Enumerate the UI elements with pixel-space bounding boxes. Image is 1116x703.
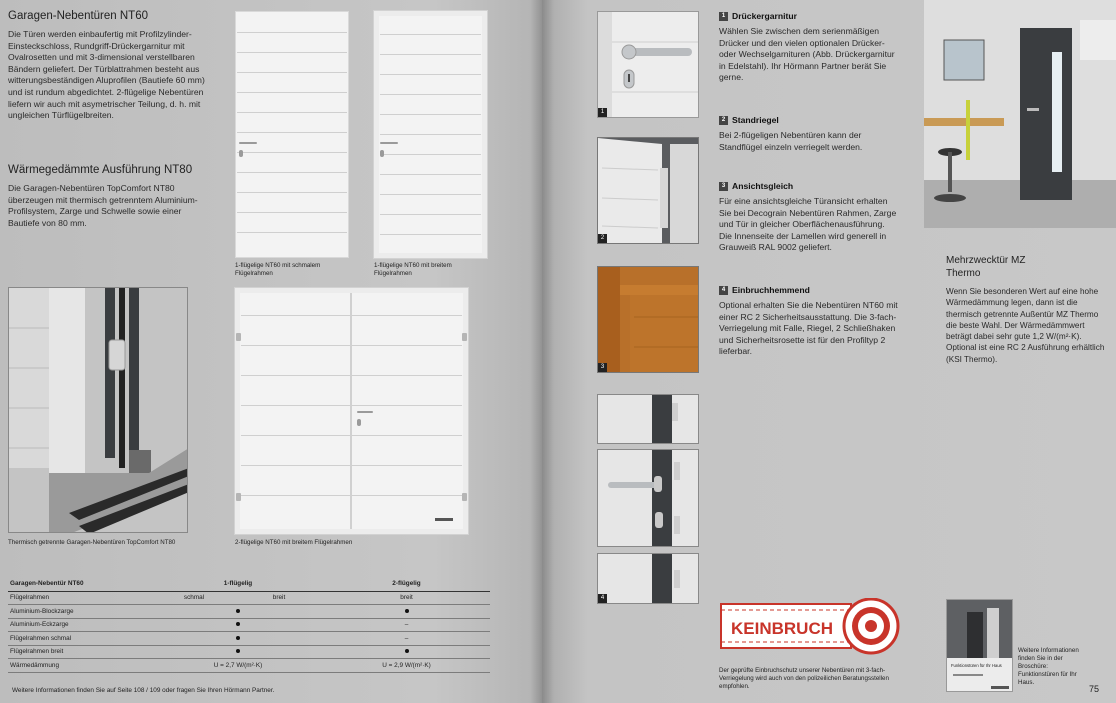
table-cell — [323, 605, 490, 619]
table-row — [8, 605, 490, 619]
feature-number: 3 — [719, 182, 728, 191]
feature-title-label: Standriegel — [732, 115, 779, 125]
table-row — [8, 645, 490, 659]
feature-text: Für eine ansichtsgleiche Türansicht erhalten Sie bei Decograin Nebentüren Rahmen, Zarge und Tür in gleicher Oberflächenausführung. Die Innenseite der Lamellen wird generell in Grauweiß RAL 9002 geliefert. — [719, 196, 897, 253]
door-image-wide-frame — [374, 11, 487, 258]
section-title-nt60: Garagen-Nebentüren NT60 — [8, 10, 148, 22]
section-text-nt80: Die Garagen-Nebentüren TopComfort NT80 überzeugen mit thermisch getrenntem Aluminium-Profilsystem, Zarge und Schwelle sowie einer Bautiefe von 80 mm. — [8, 183, 198, 228]
photo-number-badge: 2 — [598, 234, 607, 243]
feature-title — [719, 181, 899, 191]
table-cell: U = 2,7 W/(m²·K) — [153, 659, 323, 673]
door-handle-icon — [380, 142, 398, 144]
door-image-narrow-frame — [235, 11, 349, 258]
photo-number-badge: 1 — [598, 108, 607, 117]
feature-title — [719, 285, 899, 295]
book-spine — [530, 0, 554, 703]
table-header-row — [8, 576, 490, 591]
caption-double-door: 2-flügelige NT60 mit breitem Flügelrahmen — [235, 539, 353, 546]
table-cell — [323, 645, 490, 659]
feature-title-label: Drückergarnitur — [732, 11, 797, 21]
table-row-label: Flügelrahmen schmal — [8, 632, 153, 646]
brochure-thumbnail — [946, 599, 1013, 692]
photo-number-badge: 4 — [598, 594, 607, 603]
section-text-nt60: Die Türen werden einbaufertig mit Profilzylinder-Einsteckschloss, Rundgriff-Drückergarnitur mit Ovalrosetten und mit 3-dimensional verstellbaren Bändern geliefert. Der Türblattrahmen besteht aus witterungsbeständigen Aluprofilen (Bautiefe 60 mm) und ist rundum abgedichtet. 2-flügelige Nebentüren liefern wir auch mit asymetrischer Teilung, d. h. mit ungleichen Türflügelbreiten. — [8, 29, 205, 121]
table-subheader-row — [8, 591, 490, 605]
bullet-icon — [236, 622, 240, 626]
hinge-icon — [462, 493, 467, 501]
door-handle-icon — [357, 411, 373, 413]
feature-2 — [719, 115, 899, 153]
hinge-icon — [462, 333, 467, 341]
footnote: Weitere Informationen finden Sie auf Seite 108 / 109 oder fragen Sie Ihren Hörmann Partner. — [12, 687, 275, 694]
left-page — [0, 0, 542, 703]
caption-door-wide: 1-flügelige NT60 mit breitem Flügelrahmen — [374, 262, 452, 277]
feature-title — [719, 115, 899, 125]
bullet-icon — [236, 649, 240, 653]
mz-thermo-room-photo — [924, 0, 1116, 228]
table-cell: breit — [235, 591, 323, 605]
table-cell — [153, 605, 323, 619]
bullet-icon — [405, 609, 409, 613]
feature-title-label: Ansichtsgleich — [732, 181, 794, 191]
photo-lock-top — [597, 394, 699, 444]
feature-number: 2 — [719, 116, 728, 125]
table-row — [8, 659, 490, 673]
bullet-icon — [236, 609, 240, 613]
table-header-cell: Garagen-Nebentür NT60 — [8, 576, 153, 591]
caption-thermal-detail: Thermisch getrennte Garagen-Nebentüren TopComfort NT80 — [8, 539, 176, 546]
double-door-image — [235, 288, 468, 534]
table-row-label: Flügelrahmen breit — [8, 645, 153, 659]
photo-door-handle — [597, 11, 699, 118]
feature-title-label: Einbruchhemmend — [732, 285, 810, 295]
table-cell: U = 2,9 W/(m²·K) — [323, 659, 490, 673]
feature-text: Bei 2-flügeligen Nebentüren kann der Standflügel einzeln verriegelt werden. — [719, 130, 863, 152]
lock-icon — [357, 419, 361, 426]
mz-thermo-text: Wenn Sie besonderen Wert auf eine hohe Wärmedämmung legen, dann ist die thermisch getrennte Außentür MZ Thermo die beste Wahl. Der Wärmedämmwert beträgt dabei sehr gute 1,2 W/(m²·K). Optional ist eine RC 2 Ausführung erhältlich (KSI Thermo). — [946, 287, 1105, 364]
mz-thermo-section — [946, 254, 1108, 365]
lock-icon — [239, 150, 243, 157]
page-number: 75 — [1089, 684, 1100, 694]
door-handle-icon — [239, 142, 257, 144]
spec-table — [8, 576, 490, 673]
table-cell: – — [323, 632, 490, 646]
table-row-label: Aluminium-Eckzarge — [8, 618, 153, 632]
table-cell: breit — [323, 591, 490, 605]
photo-lock-middle — [597, 449, 699, 547]
table-cell — [153, 632, 323, 646]
keinbruch-wordmark: KEINBRUCH — [731, 619, 833, 638]
bullet-icon — [405, 649, 409, 653]
feature-text: Optional erhalten Sie die Nebentüren NT60 mit einer RC 2 Sicherheitsausstattung. Die 3-fach-Verriegelung mit Falle, Riegel, 2 Schließhaken und Sicherheitsrosette ist für den Profiltyp 2 lieferbar. — [719, 300, 898, 357]
lock-icon — [380, 150, 384, 157]
label-plate — [435, 518, 453, 521]
feature-title — [719, 11, 899, 21]
mz-thermo-title: Mehrzwecktür MZ Thermo — [946, 255, 1026, 279]
feature-4 — [719, 285, 899, 358]
keinbruch-caption: Der geprüfte Einbruchschutz unserer Nebentüren mit 3-fach-Verriegelung wird auch von den polizeilichen Beratungsstellen empfohlen. — [719, 667, 889, 690]
photo-standriegel — [597, 137, 699, 244]
feature-text: Wählen Sie zwischen dem serienmäßigen Drücker und den vielen optionalen Drücker- oder Wechselgarnituren (Abb. Drückergarnitur in Edelstahl). Ihr Hörmann Partner berät Sie gerne. — [719, 26, 895, 83]
hinge-icon — [236, 333, 241, 341]
table-cell: Flügelrahmen — [8, 591, 153, 605]
table-row — [8, 618, 490, 632]
table-cell: schmal — [153, 591, 235, 605]
bullet-icon — [236, 636, 240, 640]
feature-number: 1 — [719, 12, 728, 21]
feature-1 — [719, 11, 899, 84]
table-row — [8, 632, 490, 646]
photo-lock-bottom — [597, 553, 699, 604]
table-cell — [153, 645, 323, 659]
table-header-cell: 2-flügelig — [323, 576, 490, 591]
right-page — [542, 0, 1116, 703]
brochure-cover-title: Funktionstüren für Ihr Haus — [951, 663, 1002, 668]
feature-3 — [719, 181, 899, 254]
table-cell — [153, 618, 323, 632]
table-cell: – — [323, 618, 490, 632]
thermal-frame-detail-photo — [8, 287, 188, 533]
photo-decograin-wood — [597, 266, 699, 373]
feature-number: 4 — [719, 286, 728, 295]
photo-number-badge: 3 — [598, 363, 607, 372]
keinbruch-logo — [719, 598, 905, 656]
caption-door-narrow: 1-flügelige NT60 mit schmalem Flügelrahmen — [235, 262, 321, 277]
brochure-info-text: Weitere Informationen finden Sie in der Broschüre: Funktionstüren für Ihr Haus. — [1018, 647, 1079, 686]
table-row-label: Wärmedämmung — [8, 659, 153, 673]
section-title-nt80: Wärmegedämmte Ausführung NT80 — [8, 164, 193, 176]
hinge-icon — [236, 493, 241, 501]
table-row-label: Aluminium-Blockzarge — [8, 605, 153, 619]
table-header-cell: 1-flügelig — [153, 576, 323, 591]
